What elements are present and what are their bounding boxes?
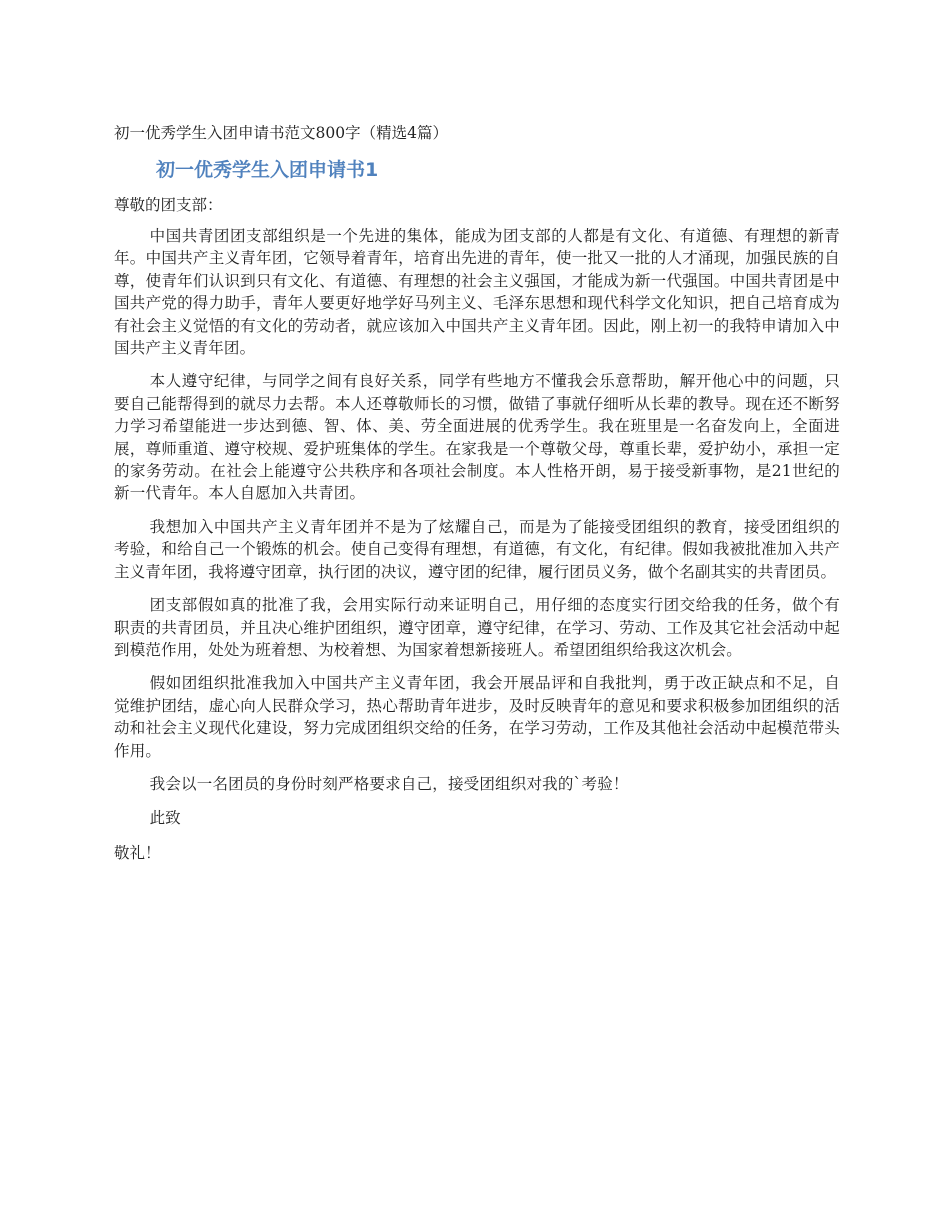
document-page: [114, 121, 840, 865]
regards-line: 敬礼！: [114, 844, 161, 863]
document-title: 初一优秀学生入团申请书范文800字（精选4篇）: [114, 124, 448, 142]
body-paragraph: 我会以一名团员的身份时刻严格要求自己，接受团组织对我的`考验！: [149, 774, 629, 793]
closing-line: 此致: [149, 809, 181, 828]
section-heading: 初一优秀学生入团申请书1: [156, 159, 379, 181]
body-paragraph: 本人遵守纪律，与同学之间有良好关系，同学有些地方不懂我会乐意帮助，解开他心中的问题，只要自己能帮得到的就尽力去帮。本人还尊敬师长的习惯，做错了事就仔细听从长辈的教导。现在还不断努力学习希望能进一步达到德、智、体、美、劳全面进展的优秀学生。我在班里是一名奋发向上，全面进展，尊师重道、遵守校规、爱护班集体的学生。在家我是一个尊敬父母，尊重长辈，爱护幼小，承担一定的家务劳动。在社会上能遵守公共秩序和各项社会制度。本人性格开朗，易于接受新事物，是21世纪的新一代青年。本人自愿加入共青团。: [114, 372, 840, 503]
body-paragraph: 假如团组织批准我加入中国共产主义青年团，我会开展品评和自我批判，勇于改正缺点和不足，自觉维护团结，虚心向人民群众学习，热心帮助青年进步，及时反映青年的意见和要求积极参加团组织的活动和社会主义现代化建设，努力完成团组织交给的任务，在学习劳动，工作及其他社会活动中起模范带头作用。: [114, 674, 840, 760]
body-paragraph: 中国共青团团支部组织是一个先进的集体，能成为团支部的人都是有文化、有道德、有理想的新青年。中国共产主义青年团，它领导着青年，培育出先进的青年，使一批又一批的人才涌现，加强民族的自尊，使青年们认识到只有文化、有道德、有理想的社会主义强国，才能成为新一代强国。中国共青团是中国共产党的得力助手，青年人要更好地学好马列主义、毛泽东思想和现代科学文化知识，把自己培育成为有社会主义觉悟的有文化的劳动者，就应该加入中国共产主义青年团。因此，刚上初一的我特申请加入中国共产主义青年团。: [114, 227, 840, 358]
body-paragraph: 我想加入中国共产主义青年团并不是为了炫耀自己，而是为了能接受团组织的教育，接受团组织的考验，和给自己一个锻炼的机会。使自己变得有理想，有道德，有文化，有纪律。假如我被批准加入共产主义青年团，我将遵守团章，执行团的决议，遵守团的纪律，履行团员义务，做个名副其实的共青团员。: [114, 517, 840, 581]
body-paragraph: 团支部假如真的批准了我，会用实际行动来证明自己，用仔细的态度实行团交给我的任务，做个有职责的共青团员，并且决心维护团组织，遵守团章，遵守纪律，在学习、劳动、工作及其它社会活动中起到模范作用，处处为班着想、为校着想、为国家着想新接班人。希望团组织给我这次机会。: [114, 596, 840, 659]
salutation: 尊敬的团支部：: [114, 196, 223, 214]
